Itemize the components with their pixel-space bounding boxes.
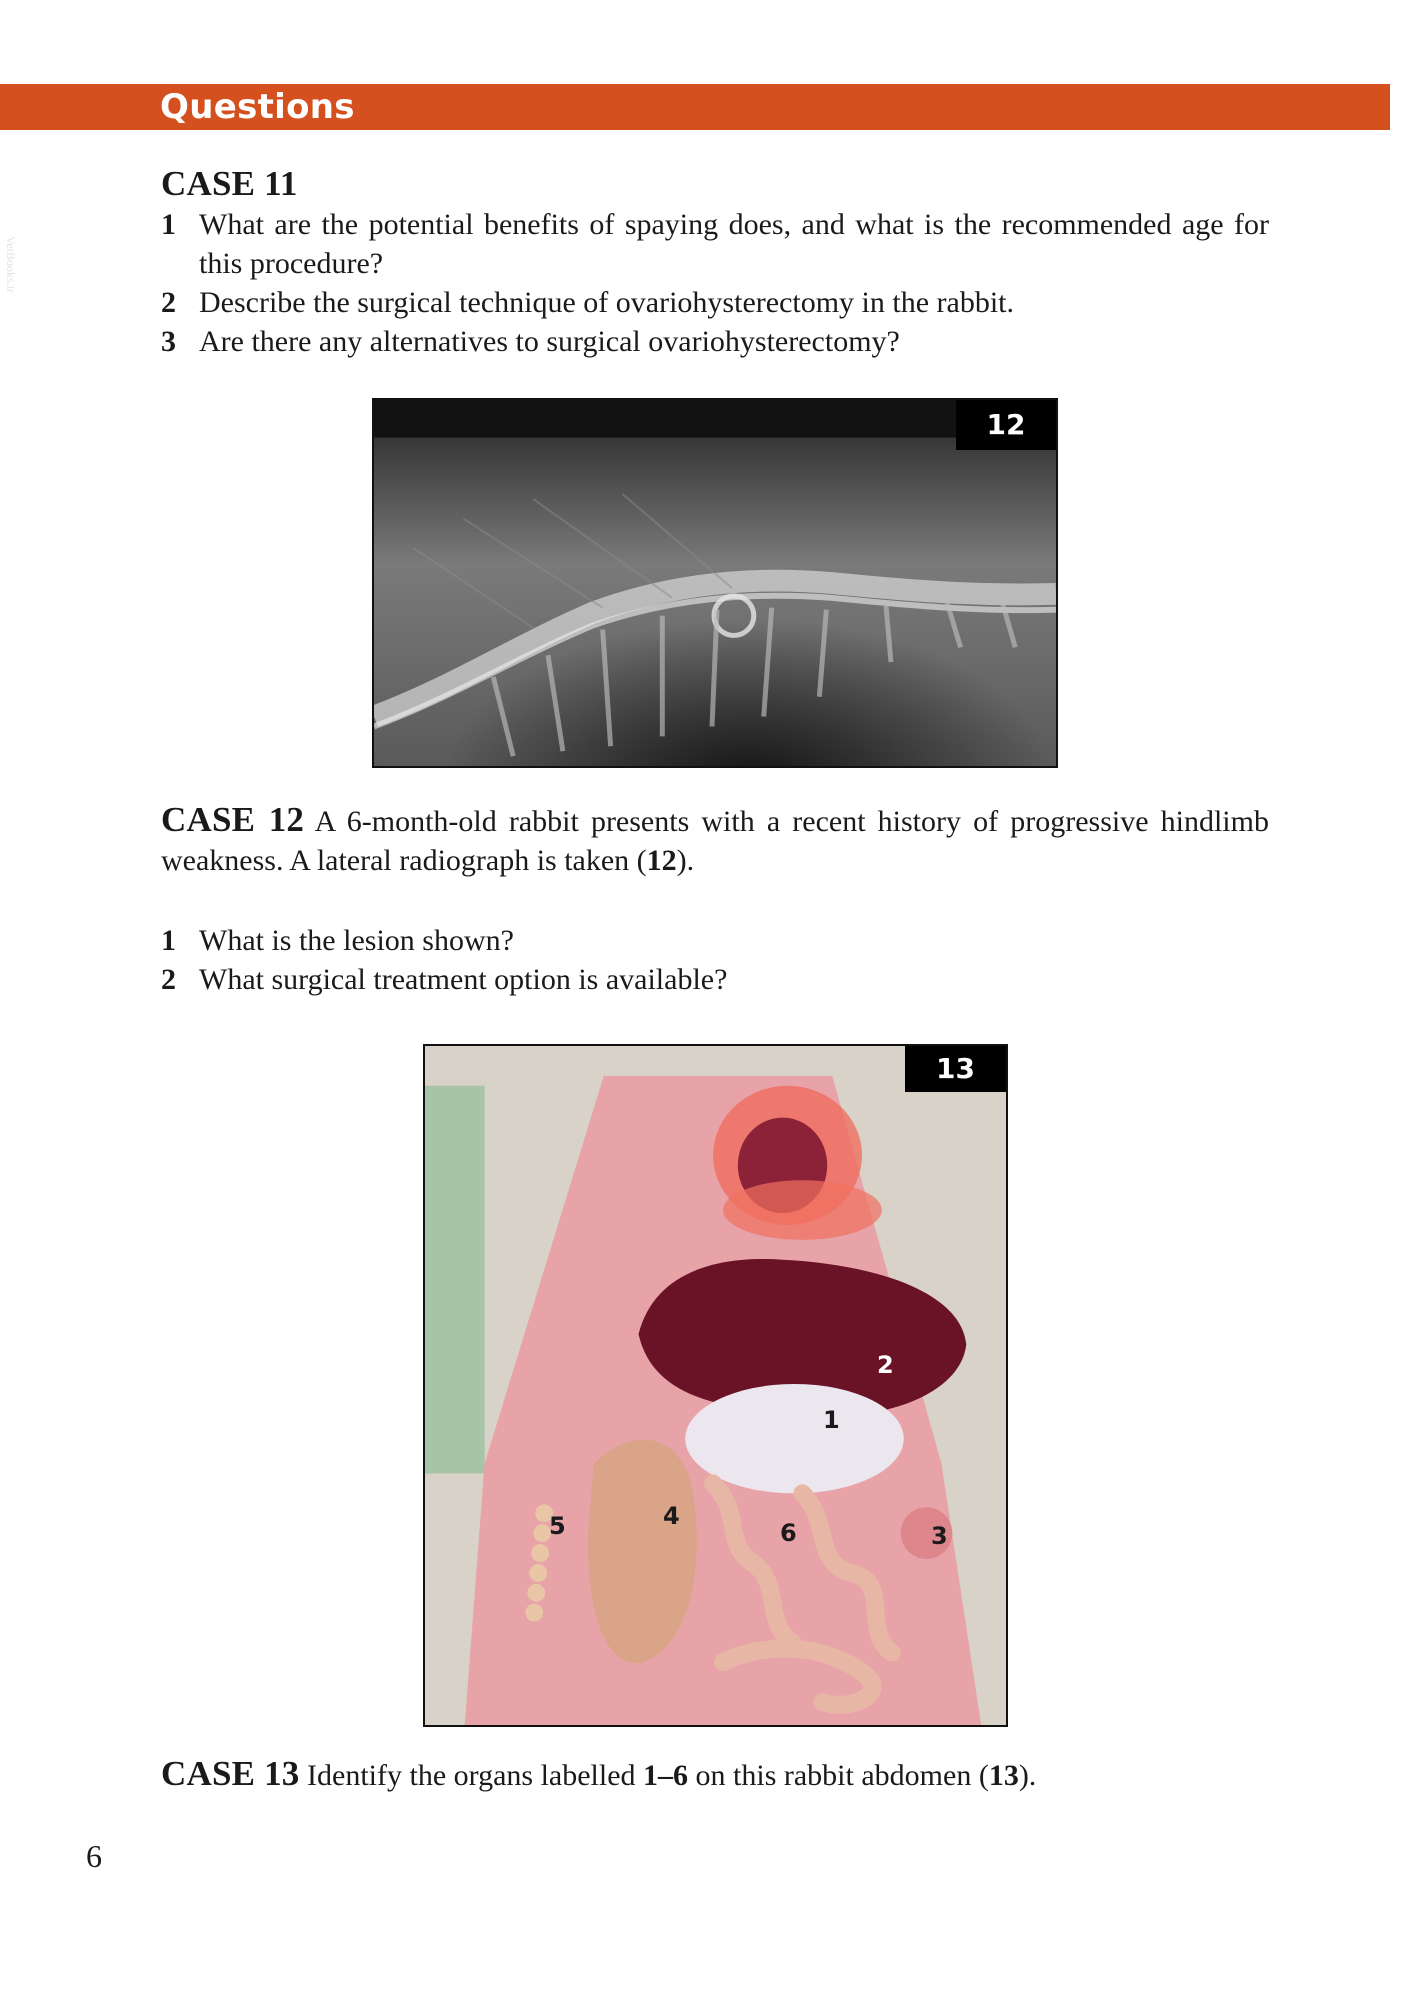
- question-number: 2: [161, 286, 176, 319]
- question-item: [161, 921, 1269, 960]
- abdomen-image: [425, 1046, 1006, 1725]
- section-title: Questions: [160, 87, 355, 127]
- organ-label-4: 4: [663, 1502, 680, 1530]
- figure-12-label: 12: [956, 400, 1056, 450]
- organ-label-2: 2: [877, 1351, 894, 1379]
- case-13-text: Identify the organs labelled: [307, 1759, 644, 1792]
- question-item: [161, 960, 1269, 999]
- case-13: [161, 1754, 1269, 1795]
- figure-13-rabbit-abdomen: [423, 1044, 1008, 1727]
- question-number: 3: [161, 325, 176, 358]
- section-header-band: [0, 84, 1390, 130]
- figure-12-radiograph: [372, 398, 1058, 768]
- case-13-heading: CASE 13: [161, 1754, 300, 1793]
- question-item: [161, 283, 1269, 322]
- case-13-figure-ref: 13: [988, 1759, 1019, 1792]
- case-12-questions-block: [161, 921, 1269, 999]
- case-12: [161, 800, 1269, 880]
- organ-label-5: 5: [549, 1512, 566, 1540]
- question-text: What are the potential benefits of spaying does, and what is the recommended age for this procedure?: [199, 208, 1269, 280]
- case-13-range: 1–6: [643, 1759, 689, 1792]
- figure-13-label: 13: [905, 1046, 1006, 1092]
- organ-label-6: 6: [780, 1519, 797, 1547]
- case-12-questions: [161, 921, 1269, 999]
- case-11-questions: [161, 205, 1269, 361]
- case-13-text-end: ).: [1018, 1759, 1037, 1792]
- case-12-intro-end: ).: [676, 844, 695, 877]
- case-11-heading: CASE 11: [161, 164, 298, 203]
- case-13-text-mid: on this rabbit abdomen (: [688, 1759, 989, 1792]
- case-11: [161, 164, 1269, 361]
- question-text: What surgical treatment option is available?: [199, 963, 728, 996]
- case-12-intro: A 6-month-old rabbit presents with a recent history of progressive hindlimb weakness. A lateral radiograph is taken (: [161, 805, 1269, 877]
- question-number: 1: [161, 924, 176, 957]
- question-number: 2: [161, 963, 176, 996]
- watermark: VetBooks.ir: [4, 236, 18, 293]
- question-item: [161, 322, 1269, 361]
- organ-label-1: 1: [823, 1406, 840, 1434]
- organ-label-3: 3: [931, 1522, 948, 1550]
- page-number: 6: [86, 1838, 102, 1874]
- question-text: What is the lesion shown?: [199, 924, 514, 957]
- question-number: 1: [161, 208, 176, 241]
- case-12-figure-ref: 12: [646, 844, 677, 877]
- question-text: Describe the surgical technique of ovariohysterectomy in the rabbit.: [199, 286, 1015, 319]
- radiograph-image: [374, 400, 1056, 766]
- question-text: Are there any alternatives to surgical ovariohysterectomy?: [199, 325, 900, 358]
- case-12-heading: CASE 12: [161, 800, 305, 839]
- question-item: [161, 205, 1269, 283]
